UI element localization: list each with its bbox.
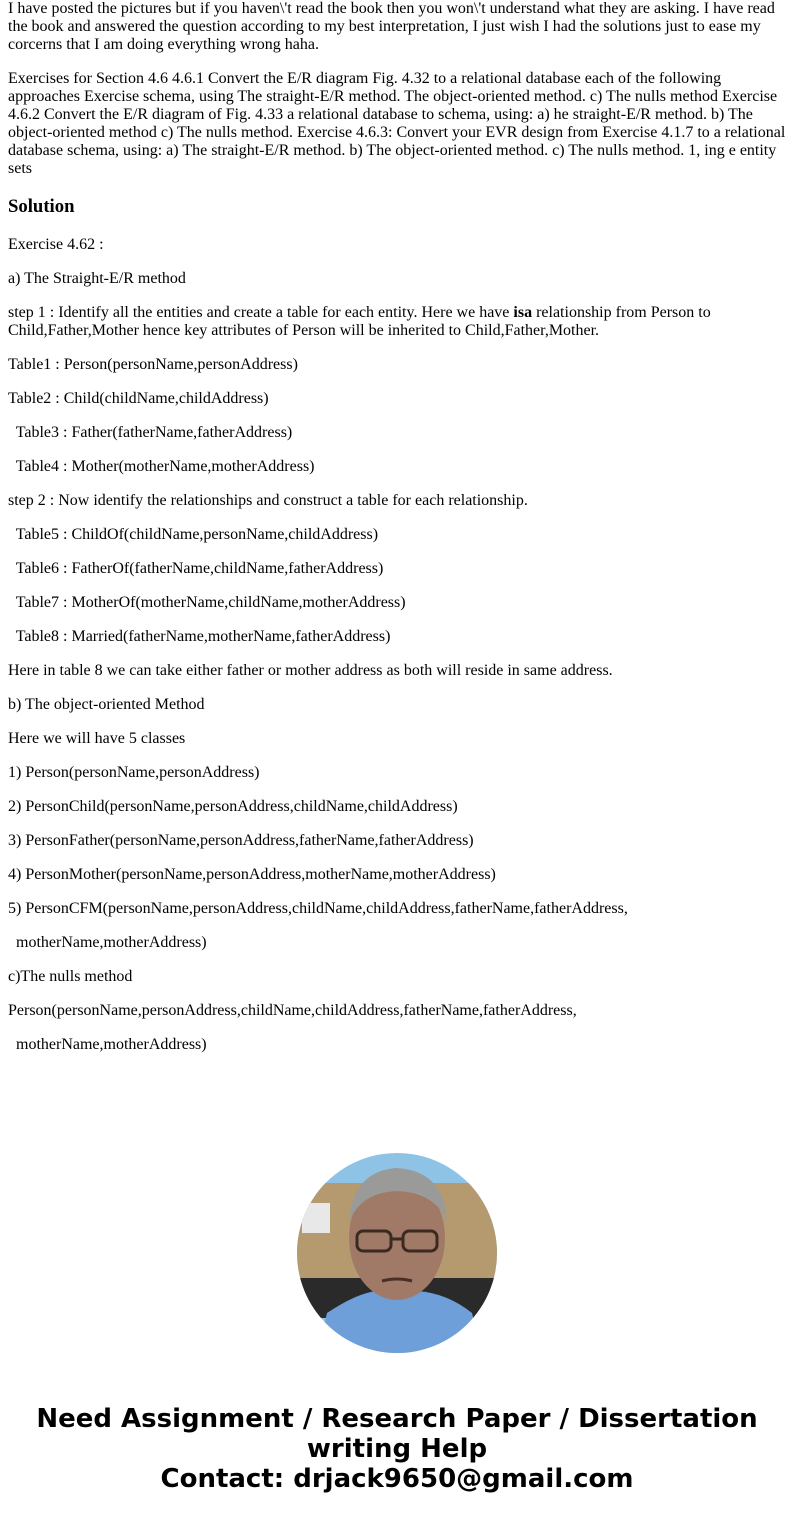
solution-line: Table1 : Person(personName,personAddress) (8, 356, 298, 373)
solution-line: motherName,motherAddress) (8, 1036, 207, 1053)
solution-line: c)The nulls method (8, 968, 133, 985)
solution-line: 5) PersonCFM(personName,personAddress,childName,childAddress,fatherName,fatherAddress, (8, 900, 628, 917)
solution-exercise: Exercise 4.62 : (8, 236, 104, 253)
solution-line: 2) PersonChild(personName,personAddress,childName,childAddress) (8, 798, 458, 815)
solution-line: step 2 : Now identify the relationships and construct a table for each relationship. (8, 492, 528, 509)
solution-line: Table3 : Father(fatherName,fatherAddress) (8, 424, 293, 441)
step1-bold: isa (513, 304, 533, 321)
solution-part-a: a) The Straight-E/R method (8, 270, 186, 287)
portrait-image (297, 1153, 497, 1353)
solution-line: Here in table 8 we can take either father or mother address as both will reside in same address. (8, 662, 613, 679)
solution-line: Here we will have 5 classes (8, 730, 186, 747)
solution-line: b) The object-oriented Method (8, 696, 205, 713)
step1-text: step 1 : Identify all the entities and create a table for each entity. Here we have (8, 304, 514, 321)
solution-line: 1) Person(personName,personAddress) (8, 764, 260, 781)
step1-text-after: relationship from Person to Child,Father,Mother hence key attributes of Person will be inherited to Child,Father,Mother. (8, 304, 711, 339)
author-avatar (297, 1153, 497, 1353)
footer-banner (0, 1404, 794, 1494)
document-body (8, 0, 786, 1070)
solution-line: 3) PersonFather(personName,personAddress,fatherName,fatherAddress) (8, 832, 474, 849)
solution-heading: Solution (8, 196, 75, 217)
footer-contact: Contact: drjack9650@gmail.com (160, 1464, 634, 1494)
solution-step1 (8, 304, 786, 340)
question-exercises: Exercises for Section 4.6 4.6.1 Convert the E/R diagram Fig. 4.32 to a relational database each of the following approaches Exercise schema, using The straight-E/R method. The object-oriented method. c) The nulls method Exercise 4.6.2 Convert the E/R diagram of Fig. 4.33 a relational database to schema, using: a) he straight-E/R method. b) The object-oriented method c) The nulls method. Exercise 4.6.3: Convert your EVR design from Exercise 4.1.7 to a relational database schema, using: a) The straight-E/R method. b) The object-oriented method. c) The nulls method. 1, ing e entity sets (8, 70, 786, 177)
solution-line: Table6 : FatherOf(fatherName,childName,fatherAddress) (8, 560, 384, 577)
solution-line: Table2 : Child(childName,childAddress) (8, 390, 269, 407)
solution-line: motherName,motherAddress) (8, 934, 207, 951)
solution-line: Person(personName,personAddress,childName,childAddress,fatherName,fatherAddress, (8, 1002, 577, 1019)
question-intro: I have posted the pictures but if you haven\'t read the book then you won\'t understand what they are asking. I have read the book and answered the question according to my best interpretation, I just wish I had the solutions just to ease my corcerns that I am doing everything wrong haha. (8, 0, 775, 53)
solution-line: 4) PersonMother(personName,personAddress,motherName,motherAddress) (8, 866, 496, 883)
solution-line: Table4 : Mother(motherName,motherAddress) (8, 458, 315, 475)
footer-help-text: Need Assignment / Research Paper / Dissertation writing Help (36, 1404, 758, 1464)
solution-line: Table7 : MotherOf(motherName,childName,motherAddress) (8, 594, 406, 611)
solution-line: Table8 : Married(fatherName,motherName,fatherAddress) (8, 628, 391, 645)
solution-line: Table5 : ChildOf(childName,personName,childAddress) (8, 526, 379, 543)
solution-lines (8, 356, 786, 1054)
